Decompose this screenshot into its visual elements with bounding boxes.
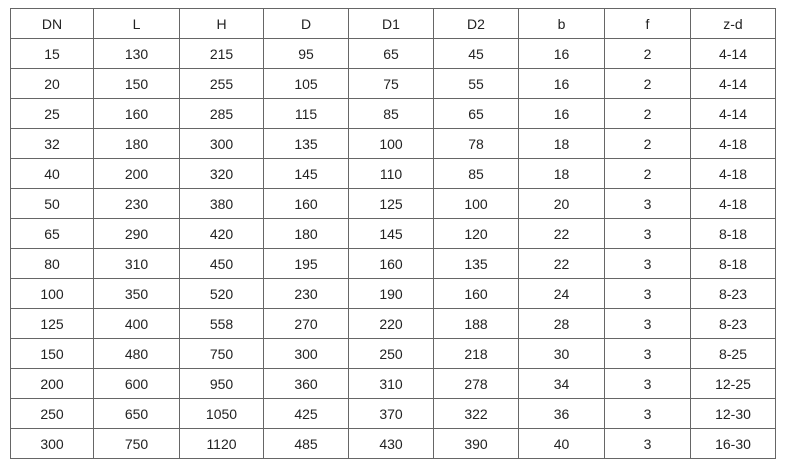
cell-d1: 160 — [349, 249, 434, 279]
cell-f: 3 — [605, 279, 691, 309]
cell-d2: 100 — [434, 189, 519, 219]
cell-d2: 55 — [434, 69, 519, 99]
cell-d2: 322 — [434, 399, 519, 429]
cell-b: 16 — [519, 99, 605, 129]
table-row — [11, 189, 776, 219]
cell-dn: 125 — [11, 309, 94, 339]
cell-d2: 160 — [434, 279, 519, 309]
table-row — [11, 69, 776, 99]
table-row — [11, 249, 776, 279]
cell-d: 270 — [264, 309, 349, 339]
cell-h: 255 — [180, 69, 264, 99]
cell-d1: 250 — [349, 339, 434, 369]
cell-f: 3 — [605, 219, 691, 249]
cell-l: 150 — [94, 69, 180, 99]
cell-l: 400 — [94, 309, 180, 339]
cell-h: 558 — [180, 309, 264, 339]
cell-h: 300 — [180, 129, 264, 159]
cell-f: 2 — [605, 99, 691, 129]
header-b: b — [519, 9, 605, 39]
header-f: f — [605, 9, 691, 39]
cell-d2: 120 — [434, 219, 519, 249]
cell-z-d: 8-25 — [691, 339, 776, 369]
table-row — [11, 39, 776, 69]
cell-b: 28 — [519, 309, 605, 339]
cell-dn: 100 — [11, 279, 94, 309]
header-z-d: z-d — [691, 9, 776, 39]
cell-l: 160 — [94, 99, 180, 129]
cell-dn: 32 — [11, 129, 94, 159]
cell-f: 3 — [605, 309, 691, 339]
cell-f: 3 — [605, 429, 691, 459]
cell-dn: 50 — [11, 189, 94, 219]
cell-d1: 145 — [349, 219, 434, 249]
cell-l: 180 — [94, 129, 180, 159]
cell-l: 750 — [94, 429, 180, 459]
cell-d: 135 — [264, 129, 349, 159]
cell-z-d: 8-18 — [691, 219, 776, 249]
cell-b: 22 — [519, 219, 605, 249]
cell-f: 3 — [605, 369, 691, 399]
cell-d: 105 — [264, 69, 349, 99]
cell-dn: 15 — [11, 39, 94, 69]
cell-f: 3 — [605, 399, 691, 429]
dimension-table — [10, 8, 776, 459]
cell-d: 425 — [264, 399, 349, 429]
cell-b: 18 — [519, 159, 605, 189]
cell-l: 310 — [94, 249, 180, 279]
cell-b: 34 — [519, 369, 605, 399]
cell-d: 485 — [264, 429, 349, 459]
cell-l: 480 — [94, 339, 180, 369]
cell-z-d: 16-30 — [691, 429, 776, 459]
cell-d2: 65 — [434, 99, 519, 129]
header-d1: D1 — [349, 9, 434, 39]
table-row — [11, 309, 776, 339]
cell-d1: 220 — [349, 309, 434, 339]
cell-d: 160 — [264, 189, 349, 219]
cell-h: 520 — [180, 279, 264, 309]
cell-z-d: 8-23 — [691, 279, 776, 309]
table-header-row — [11, 9, 776, 39]
table-row — [11, 99, 776, 129]
cell-dn: 150 — [11, 339, 94, 369]
cell-d2: 278 — [434, 369, 519, 399]
cell-d1: 430 — [349, 429, 434, 459]
cell-dn: 250 — [11, 399, 94, 429]
cell-f: 3 — [605, 249, 691, 279]
cell-d2: 390 — [434, 429, 519, 459]
cell-dn: 80 — [11, 249, 94, 279]
table-row — [11, 429, 776, 459]
cell-z-d: 4-18 — [691, 159, 776, 189]
cell-l: 350 — [94, 279, 180, 309]
header-dn: DN — [11, 9, 94, 39]
cell-d: 300 — [264, 339, 349, 369]
cell-z-d: 8-23 — [691, 309, 776, 339]
cell-h: 320 — [180, 159, 264, 189]
cell-d2: 78 — [434, 129, 519, 159]
cell-l: 230 — [94, 189, 180, 219]
cell-h: 285 — [180, 99, 264, 129]
cell-b: 16 — [519, 69, 605, 99]
table-row — [11, 339, 776, 369]
table-row — [11, 279, 776, 309]
cell-b: 30 — [519, 339, 605, 369]
cell-h: 215 — [180, 39, 264, 69]
table-row — [11, 159, 776, 189]
cell-h: 750 — [180, 339, 264, 369]
cell-dn: 25 — [11, 99, 94, 129]
cell-l: 290 — [94, 219, 180, 249]
cell-h: 380 — [180, 189, 264, 219]
cell-d2: 218 — [434, 339, 519, 369]
cell-dn: 65 — [11, 219, 94, 249]
cell-z-d: 12-30 — [691, 399, 776, 429]
cell-f: 2 — [605, 129, 691, 159]
cell-h: 950 — [180, 369, 264, 399]
cell-d2: 135 — [434, 249, 519, 279]
cell-z-d: 4-18 — [691, 129, 776, 159]
cell-d1: 100 — [349, 129, 434, 159]
cell-d2: 85 — [434, 159, 519, 189]
cell-dn: 200 — [11, 369, 94, 399]
cell-d1: 75 — [349, 69, 434, 99]
dimension-table-container — [10, 8, 775, 459]
cell-l: 200 — [94, 159, 180, 189]
cell-b: 40 — [519, 429, 605, 459]
cell-h: 450 — [180, 249, 264, 279]
cell-l: 130 — [94, 39, 180, 69]
header-d: D — [264, 9, 349, 39]
cell-f: 3 — [605, 339, 691, 369]
cell-h: 1120 — [180, 429, 264, 459]
cell-d: 195 — [264, 249, 349, 279]
cell-d1: 85 — [349, 99, 434, 129]
cell-h: 1050 — [180, 399, 264, 429]
cell-b: 16 — [519, 39, 605, 69]
cell-z-d: 4-14 — [691, 99, 776, 129]
cell-l: 650 — [94, 399, 180, 429]
cell-b: 22 — [519, 249, 605, 279]
cell-dn: 20 — [11, 69, 94, 99]
header-l: L — [94, 9, 180, 39]
cell-z-d: 12-25 — [691, 369, 776, 399]
cell-d2: 188 — [434, 309, 519, 339]
cell-f: 2 — [605, 69, 691, 99]
header-d2: D2 — [434, 9, 519, 39]
table-body — [11, 39, 776, 459]
cell-d: 360 — [264, 369, 349, 399]
cell-d1: 65 — [349, 39, 434, 69]
cell-h: 420 — [180, 219, 264, 249]
cell-b: 18 — [519, 129, 605, 159]
cell-b: 20 — [519, 189, 605, 219]
cell-b: 24 — [519, 279, 605, 309]
table-row — [11, 129, 776, 159]
cell-d: 145 — [264, 159, 349, 189]
header-h: H — [180, 9, 264, 39]
cell-d2: 45 — [434, 39, 519, 69]
cell-d: 230 — [264, 279, 349, 309]
cell-b: 36 — [519, 399, 605, 429]
cell-dn: 300 — [11, 429, 94, 459]
cell-z-d: 4-14 — [691, 69, 776, 99]
cell-f: 2 — [605, 159, 691, 189]
table-row — [11, 369, 776, 399]
cell-d1: 310 — [349, 369, 434, 399]
cell-d: 115 — [264, 99, 349, 129]
cell-z-d: 4-18 — [691, 189, 776, 219]
cell-f: 3 — [605, 189, 691, 219]
cell-d1: 190 — [349, 279, 434, 309]
cell-dn: 40 — [11, 159, 94, 189]
table-row — [11, 219, 776, 249]
cell-f: 2 — [605, 39, 691, 69]
table-row — [11, 399, 776, 429]
cell-z-d: 4-14 — [691, 39, 776, 69]
cell-d1: 125 — [349, 189, 434, 219]
cell-d1: 110 — [349, 159, 434, 189]
cell-l: 600 — [94, 369, 180, 399]
cell-d: 180 — [264, 219, 349, 249]
cell-d1: 370 — [349, 399, 434, 429]
cell-z-d: 8-18 — [691, 249, 776, 279]
cell-d: 95 — [264, 39, 349, 69]
